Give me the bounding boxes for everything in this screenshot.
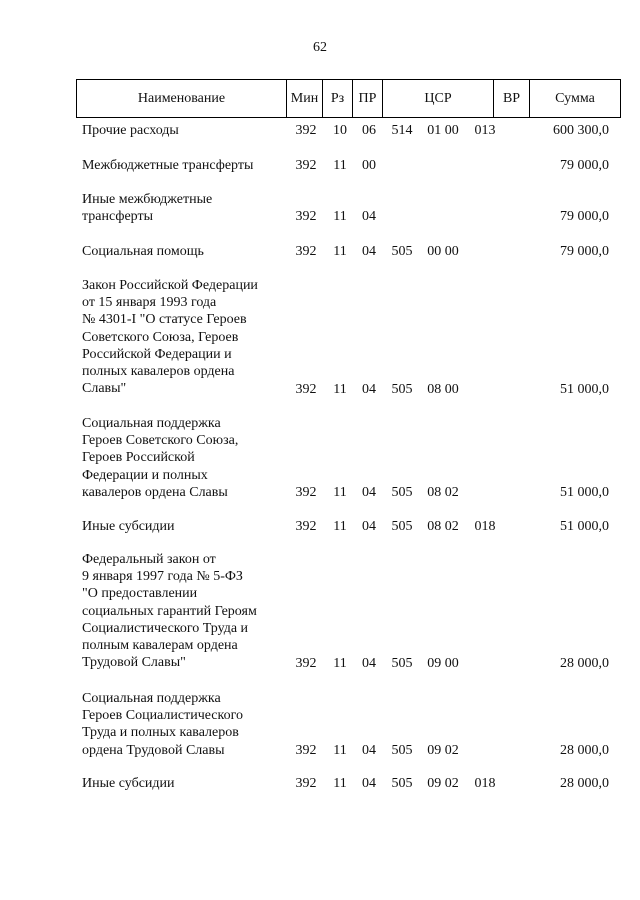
header-pr: ПР [353, 80, 383, 117]
row-rz: 11 [333, 519, 347, 534]
row-csr-sub: 08 02 [427, 519, 459, 534]
row-rz: 11 [333, 485, 347, 500]
row-csr-program: 505 [391, 382, 413, 397]
row-name: Иные субсидии [82, 519, 175, 534]
row-pr: 04 [362, 519, 376, 534]
table-row [0, 551, 640, 672]
row-sum: 28 000,0 [560, 776, 609, 791]
row-name: Иные субсидии [82, 776, 175, 791]
row-min: 392 [295, 519, 317, 534]
row-vr [470, 484, 500, 501]
row-min: 392 [295, 209, 317, 224]
row-min: 392 [295, 776, 317, 791]
row-name: Социальная поддержка Героев Социалистического Труда и полных кавалеров ордена Трудовой Славы [82, 691, 243, 758]
row-csr-program: 505 [391, 656, 413, 671]
row-csr-sub: 09 00 [427, 656, 459, 671]
row-rz: 11 [333, 382, 347, 397]
row-pr: 04 [362, 244, 376, 259]
row-name: Закон Российской Федерации от 15 января 1993 года № 4301-I "О статусе Героев Советского Союза, Героев Российской Федерации и полных кавалеров ордена Славы" [82, 278, 258, 397]
row-rz: 11 [333, 244, 347, 259]
row-vr [470, 742, 500, 759]
row-rz: 11 [333, 158, 347, 173]
row-min: 392 [295, 158, 317, 173]
row-min: 392 [295, 382, 317, 397]
row-csr-program: 505 [391, 485, 413, 500]
row-csr-program [386, 157, 418, 174]
row-csr-program: 505 [391, 244, 413, 259]
row-sum: 600 300,0 [553, 123, 609, 138]
page-number: 62 [313, 40, 327, 55]
row-csr-sub [420, 157, 466, 174]
row-csr-program: 505 [391, 776, 413, 791]
header-min: Мин [287, 80, 323, 117]
table-row [0, 191, 640, 225]
row-csr-sub [420, 208, 466, 225]
row-pr: 04 [362, 743, 376, 758]
row-rz: 11 [333, 743, 347, 758]
row-pr: 06 [362, 123, 376, 138]
row-csr-program [386, 208, 418, 225]
table-row [0, 277, 640, 398]
header-rz: Рз [323, 80, 353, 117]
row-min: 392 [295, 656, 317, 671]
row-vr [470, 157, 500, 174]
row-vr [470, 655, 500, 672]
row-csr-sub: 01 00 [427, 123, 459, 138]
row-sum: 79 000,0 [560, 158, 609, 173]
row-rz: 11 [333, 209, 347, 224]
row-csr-program: 514 [391, 123, 413, 138]
row-csr-program: 505 [391, 519, 413, 534]
row-sum: 51 000,0 [560, 519, 609, 534]
row-rz: 11 [333, 656, 347, 671]
row-csr-sub: 00 00 [427, 244, 459, 259]
table-row [0, 518, 640, 535]
row-sum: 79 000,0 [560, 209, 609, 224]
row-rz: 11 [333, 776, 347, 791]
table-row [0, 122, 640, 139]
row-name: Иные межбюджетные трансферты [82, 192, 213, 225]
row-sum: 28 000,0 [560, 743, 609, 758]
table-row [0, 690, 640, 759]
header-sum: Сумма [555, 91, 595, 106]
row-pr: 04 [362, 776, 376, 791]
row-sum: 51 000,0 [560, 485, 609, 500]
row-sum: 28 000,0 [560, 656, 609, 671]
row-vr: 018 [474, 519, 496, 534]
row-name: Социальная поддержка Героев Советского Союза, Героев Российской Федерации и полных кавалеров ордена Славы [82, 416, 239, 500]
row-csr-sub: 09 02 [427, 776, 459, 791]
row-pr: 04 [362, 209, 376, 224]
row-name: Социальная помощь [82, 244, 204, 259]
row-csr-sub: 09 02 [427, 743, 459, 758]
row-name: Федеральный закон от 9 января 1997 года № 5-ФЗ "О предоставлении социальных гарантий Героям Социалистического Труда и полным кавалерам ордена Трудовой Славы" [82, 552, 257, 671]
row-pr: 00 [362, 158, 376, 173]
row-vr [470, 208, 500, 225]
table-header [76, 79, 621, 118]
row-vr: 018 [474, 776, 496, 791]
header-name: Наименование [77, 80, 287, 117]
table-row [0, 415, 640, 501]
row-min: 392 [295, 123, 317, 138]
header-csr: ЦСР [383, 80, 494, 117]
row-pr: 04 [362, 485, 376, 500]
row-min: 392 [295, 244, 317, 259]
row-sum: 51 000,0 [560, 382, 609, 397]
row-min: 392 [295, 743, 317, 758]
row-name: Межбюджетные трансферты [82, 158, 254, 173]
row-vr: 013 [474, 123, 496, 138]
table-row [0, 243, 640, 260]
row-vr [470, 381, 500, 398]
header-vr: ВР [494, 80, 530, 117]
row-min: 392 [295, 485, 317, 500]
row-vr [470, 243, 500, 260]
row-pr: 04 [362, 656, 376, 671]
row-rz: 10 [333, 123, 347, 138]
row-name: Прочие расходы [82, 123, 179, 138]
row-pr: 04 [362, 382, 376, 397]
row-sum: 79 000,0 [560, 244, 609, 259]
row-csr-sub: 08 00 [427, 382, 459, 397]
table-row [0, 157, 640, 174]
table-row [0, 775, 640, 792]
row-csr-sub: 08 02 [427, 485, 459, 500]
row-csr-program: 505 [391, 743, 413, 758]
